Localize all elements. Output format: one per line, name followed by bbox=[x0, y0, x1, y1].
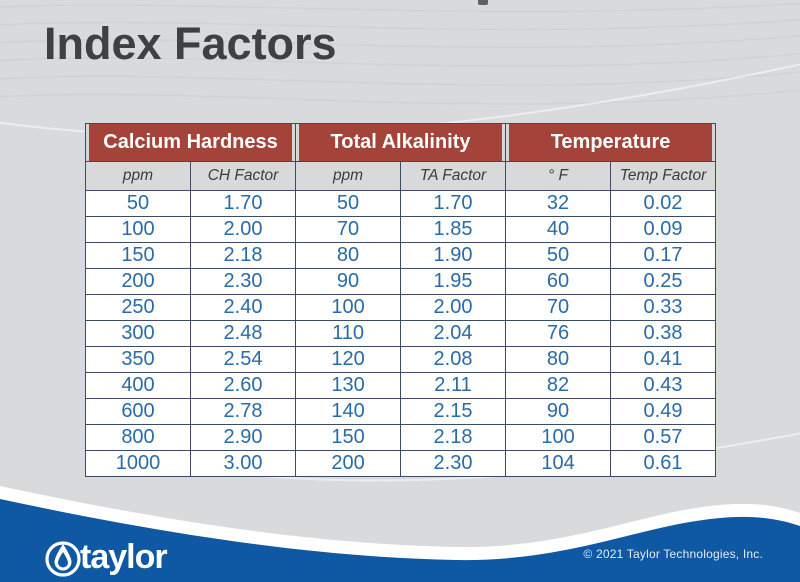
top-edge-artifact bbox=[478, 0, 488, 5]
table-cell: 350 bbox=[86, 347, 191, 373]
table-cell: 0.17 bbox=[611, 243, 716, 269]
table-cell: 2.54 bbox=[191, 347, 296, 373]
group-header-row bbox=[86, 124, 716, 162]
table-cell: 2.11 bbox=[401, 373, 506, 399]
table-row bbox=[86, 217, 716, 243]
table-cell: 2.00 bbox=[191, 217, 296, 243]
table-cell: 200 bbox=[86, 269, 191, 295]
table-cell: 90 bbox=[296, 269, 401, 295]
table-cell: 3.00 bbox=[191, 451, 296, 477]
table-cell: 140 bbox=[296, 399, 401, 425]
table-cell: 100 bbox=[296, 295, 401, 321]
table-cell: 1000 bbox=[86, 451, 191, 477]
group-header-calcium-hardness: Calcium Hardness bbox=[86, 124, 296, 162]
table-cell: 50 bbox=[506, 243, 611, 269]
table-cell: 76 bbox=[506, 321, 611, 347]
table-cell: 0.57 bbox=[611, 425, 716, 451]
column-header-calcium-hardness-ppm: ppm bbox=[86, 162, 191, 191]
table-cell: 70 bbox=[296, 217, 401, 243]
table-cell: 0.02 bbox=[611, 191, 716, 217]
table-row bbox=[86, 425, 716, 451]
table-cell: 2.18 bbox=[401, 425, 506, 451]
table-row bbox=[86, 295, 716, 321]
logo-text: taylor bbox=[80, 538, 167, 576]
table-cell: 1.95 bbox=[401, 269, 506, 295]
table-cell: 100 bbox=[86, 217, 191, 243]
table-cell: 2.60 bbox=[191, 373, 296, 399]
group-header-temperature: Temperature bbox=[506, 124, 716, 162]
table-cell: 2.90 bbox=[191, 425, 296, 451]
table-row bbox=[86, 243, 716, 269]
copyright-text: © 2021 Taylor Technologies, Inc. bbox=[583, 547, 763, 561]
table-cell: 100 bbox=[506, 425, 611, 451]
table-cell: 0.41 bbox=[611, 347, 716, 373]
table-cell: 60 bbox=[506, 269, 611, 295]
page-title: Index Factors bbox=[44, 18, 337, 69]
table-cell: 130 bbox=[296, 373, 401, 399]
table-cell: 0.33 bbox=[611, 295, 716, 321]
table-cell: 110 bbox=[296, 321, 401, 347]
table-cell: 800 bbox=[86, 425, 191, 451]
table-row bbox=[86, 191, 716, 217]
table-row bbox=[86, 399, 716, 425]
index-factors-table bbox=[85, 123, 716, 477]
table-cell: 82 bbox=[506, 373, 611, 399]
table-cell: 200 bbox=[296, 451, 401, 477]
group-header-total-alkalinity: Total Alkalinity bbox=[296, 124, 506, 162]
table-cell: 1.70 bbox=[401, 191, 506, 217]
table-cell: 2.30 bbox=[191, 269, 296, 295]
table-cell: 1.90 bbox=[401, 243, 506, 269]
table-cell: 80 bbox=[296, 243, 401, 269]
table-cell: 0.43 bbox=[611, 373, 716, 399]
table-cell: 104 bbox=[506, 451, 611, 477]
table-cell: 250 bbox=[86, 295, 191, 321]
table-cell: 1.70 bbox=[191, 191, 296, 217]
table-cell: 70 bbox=[506, 295, 611, 321]
table-cell: 2.08 bbox=[401, 347, 506, 373]
table-cell: 0.38 bbox=[611, 321, 716, 347]
column-header-temperature-temp-factor: Temp Factor bbox=[611, 162, 716, 191]
table-cell: 2.15 bbox=[401, 399, 506, 425]
table-cell: 40 bbox=[506, 217, 611, 243]
column-header-total-alkalinity-ppm: ppm bbox=[296, 162, 401, 191]
table-cell: 2.18 bbox=[191, 243, 296, 269]
table-cell: 2.40 bbox=[191, 295, 296, 321]
column-header-calcium-hardness-ch-factor: CH Factor bbox=[191, 162, 296, 191]
table-cell: 120 bbox=[296, 347, 401, 373]
table-cell: 90 bbox=[506, 399, 611, 425]
table-row bbox=[86, 347, 716, 373]
table-cell: 2.00 bbox=[401, 295, 506, 321]
table-cell: 2.48 bbox=[191, 321, 296, 347]
column-header-row bbox=[86, 162, 716, 191]
table-cell: 2.30 bbox=[401, 451, 506, 477]
table-cell: 150 bbox=[296, 425, 401, 451]
table-cell: 80 bbox=[506, 347, 611, 373]
column-header-temperature-f: ° F bbox=[506, 162, 611, 191]
table-cell: 2.04 bbox=[401, 321, 506, 347]
taylor-logo bbox=[40, 535, 167, 581]
table-cell: 2.78 bbox=[191, 399, 296, 425]
table-cell: 150 bbox=[86, 243, 191, 269]
table-cell: 0.25 bbox=[611, 269, 716, 295]
table-cell: 1.85 bbox=[401, 217, 506, 243]
table-cell: 300 bbox=[86, 321, 191, 347]
table-row bbox=[86, 321, 716, 347]
table-cell: 50 bbox=[86, 191, 191, 217]
table-row bbox=[86, 373, 716, 399]
table-cell: 0.09 bbox=[611, 217, 716, 243]
table-cell: 32 bbox=[506, 191, 611, 217]
table-cell: 50 bbox=[296, 191, 401, 217]
table-cell: 600 bbox=[86, 399, 191, 425]
table-cell: 400 bbox=[86, 373, 191, 399]
table-row bbox=[86, 451, 716, 477]
table-cell: 0.61 bbox=[611, 451, 716, 477]
table-row bbox=[86, 269, 716, 295]
column-header-total-alkalinity-ta-factor: TA Factor bbox=[401, 162, 506, 191]
table-cell: 0.49 bbox=[611, 399, 716, 425]
